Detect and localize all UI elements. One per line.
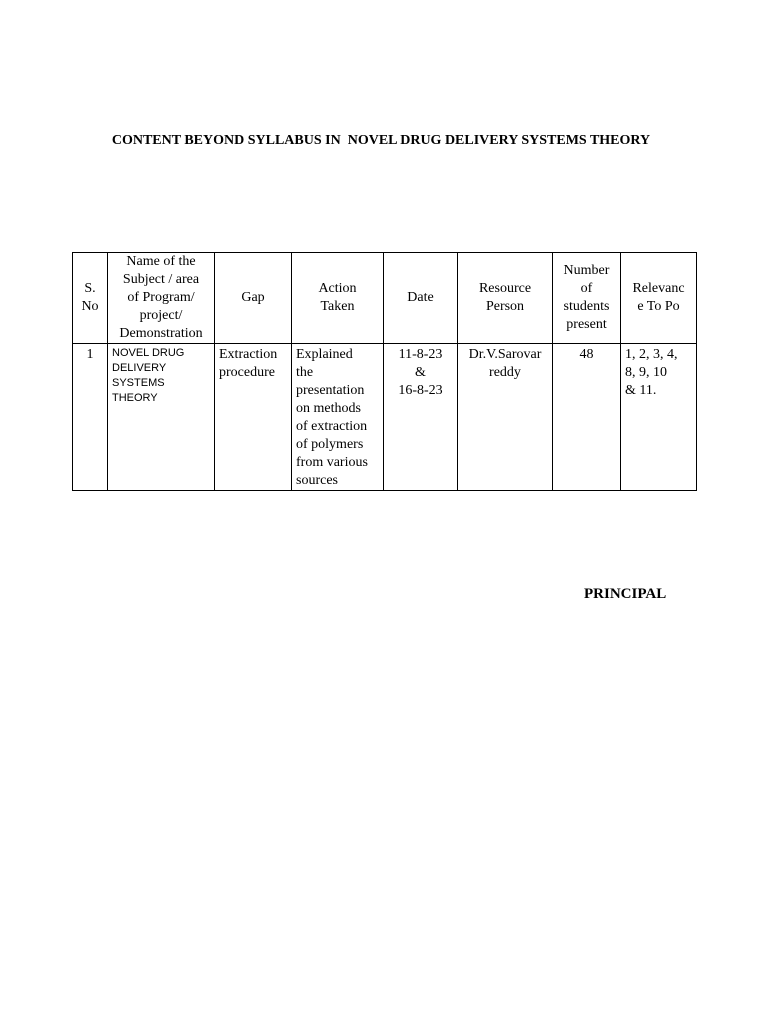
header-relevance: Relevanc e To Po [621, 253, 697, 344]
header-resource-person: Resource Person [458, 253, 553, 344]
cell-action-taken: Explained the presentation on methods of extraction of polymers from various sources [292, 344, 384, 491]
header-subject: Name of the Subject / area of Program/ project/ Demonstration [108, 253, 215, 344]
signature-principal: PRINCIPAL [584, 586, 667, 602]
header-gap: Gap [215, 253, 292, 344]
header-date: Date [384, 253, 458, 344]
cell-students-present: 48 [553, 344, 621, 491]
table-header [73, 253, 697, 344]
table-row [73, 344, 697, 491]
cell-date: 11-8-23 & 16-8-23 [384, 344, 458, 491]
header-sno: S. No [73, 253, 108, 344]
header-action-taken: Action Taken [292, 253, 384, 344]
header-students-present: Number of students present [553, 253, 621, 344]
cell-subject: NOVEL DRUG DELIVERY SYSTEMS THEORY [108, 344, 215, 491]
activity-table [72, 252, 697, 491]
cell-gap: Extraction procedure [215, 344, 292, 491]
header-row [73, 253, 697, 344]
cell-relevance: 1, 2, 3, 4, 8, 9, 10 & 11. [621, 344, 697, 491]
document-title: CONTENT BEYOND SYLLABUS IN NOVEL DRUG DELIVERY SYSTEMS THEORY [111, 133, 651, 148]
cell-resource-person: Dr.V.Sarovar reddy [458, 344, 553, 491]
cell-sno: 1 [73, 344, 108, 491]
